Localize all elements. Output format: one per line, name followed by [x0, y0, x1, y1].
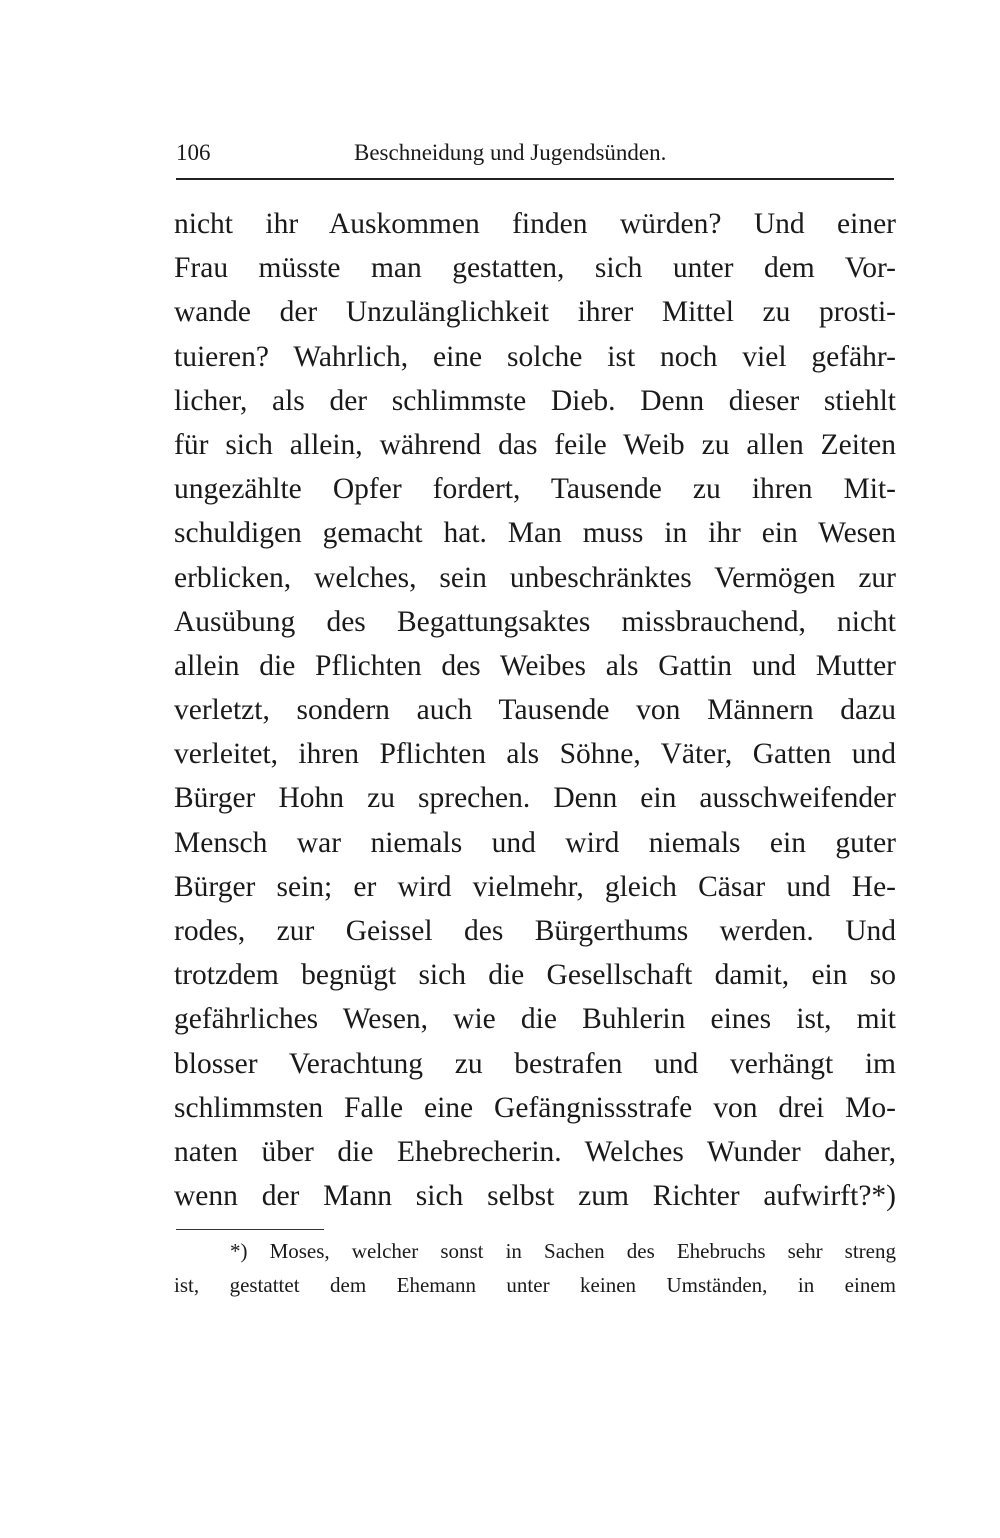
text-line: Frau müsste man gestatten, sich unter dem Vor-	[174, 252, 896, 285]
text-line: schuldigen gemacht hat. Man muss in ihr ein Wesen	[174, 517, 896, 550]
page-number: 106	[176, 140, 211, 165]
header-rule	[176, 178, 894, 180]
footnote	[174, 1234, 896, 1302]
footnote-rule	[176, 1229, 324, 1230]
text-line: blosser Verachtung zu bestrafen und verhängt im	[174, 1047, 896, 1080]
footnote-line: *) Moses, welcher sonst in Sachen des Ehebruchs sehr streng	[230, 1239, 896, 1263]
text-line: gefährliches Wesen, wie die Buhlerin eines ist, mit	[174, 1003, 896, 1036]
text-line: naten über die Ehebrecherin. Welches Wunder daher,	[174, 1135, 896, 1168]
footnote-line: ist, gestattet dem Ehemann unter keinen Umständen, in einem	[174, 1273, 896, 1297]
text-line: Ausübung des Begattungsaktes missbrauchend, nicht	[174, 605, 896, 638]
text-line: tuieren? Wahrlich, eine solche ist noch viel gefähr-	[174, 340, 896, 373]
text-line: Bürger Hohn zu sprechen. Denn ein ausschweifender	[174, 782, 896, 815]
text-line: licher, als der schlimmste Dieb. Denn dieser stiehlt	[174, 384, 896, 417]
running-head	[176, 136, 894, 172]
text-line: ungezählte Opfer fordert, Tausende zu ihren Mit-	[174, 473, 896, 506]
text-line: verletzt, sondern auch Tausende von Männern dazu	[174, 694, 896, 727]
text-line: rodes, zur Geissel des Bürgerthums werden. Und	[174, 915, 896, 947]
text-line: allein die Pflichten des Weibes als Gattin und Mutter	[174, 649, 896, 682]
text-line: schlimmsten Falle eine Gefängnissstrafe von drei Mo-	[174, 1091, 896, 1124]
text-line: nicht ihr Auskommen finden würden? Und einer	[174, 208, 896, 240]
text-line: wande der Unzulänglichkeit ihrer Mittel zu prosti-	[174, 296, 896, 329]
body-text	[174, 202, 896, 1218]
text-line: erblicken, welches, sein unbeschränktes Vermögen zur	[174, 561, 896, 594]
text-line: verleitet, ihren Pflichten als Söhne, Väter, Gatten und	[174, 738, 896, 771]
text-line: wenn der Mann sich selbst zum Richter aufwirft?*)	[174, 1180, 896, 1213]
text-line: Mensch war niemals und wird niemals ein guter	[174, 826, 896, 859]
text-line: trotzdem begnügt sich die Gesellschaft damit, ein so	[174, 959, 896, 992]
text-line: Bürger sein; er wird vielmehr, gleich Cäsar und He-	[174, 870, 896, 903]
running-title: Beschneidung und Jugendsünden.	[354, 140, 667, 165]
text-line: für sich allein, während das feile Weib zu allen Zeiten	[174, 428, 896, 461]
